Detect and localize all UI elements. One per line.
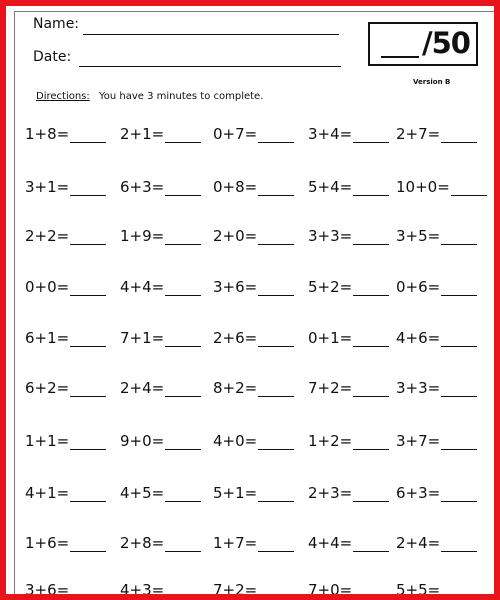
problem-expression: 0+0= (25, 278, 70, 296)
problem-expression: 1+1= (25, 432, 70, 450)
answer-blank[interactable] (70, 487, 106, 502)
math-problem (213, 581, 294, 599)
problem-expression: 5+1= (213, 484, 258, 502)
math-problem (25, 379, 106, 397)
answer-blank[interactable] (70, 537, 106, 552)
answer-blank[interactable] (70, 281, 106, 296)
problem-expression: 3+3= (308, 227, 353, 245)
math-problem (308, 379, 389, 397)
problem-expression: 1+9= (120, 227, 165, 245)
math-problem (213, 125, 294, 143)
answer-blank[interactable] (441, 487, 477, 502)
problem-expression: 4+4= (308, 534, 353, 552)
math-problem (25, 125, 106, 143)
math-problem (120, 581, 201, 599)
answer-blank[interactable] (258, 584, 294, 599)
answer-blank[interactable] (441, 382, 477, 397)
answer-blank[interactable] (353, 230, 389, 245)
problem-expression: 7+2= (213, 581, 258, 599)
answer-blank[interactable] (353, 382, 389, 397)
problem-expression: 2+4= (396, 534, 441, 552)
problem-expression: 2+8= (120, 534, 165, 552)
answer-blank[interactable] (353, 128, 389, 143)
answer-blank[interactable] (70, 382, 106, 397)
answer-blank[interactable] (258, 382, 294, 397)
math-problem (396, 534, 477, 552)
problem-expression: 1+7= (213, 534, 258, 552)
answer-blank[interactable] (258, 537, 294, 552)
answer-blank[interactable] (441, 537, 477, 552)
answer-blank[interactable] (258, 435, 294, 450)
score-field[interactable] (381, 56, 419, 58)
math-problem (25, 534, 106, 552)
math-problem (396, 484, 477, 502)
problem-expression: 6+2= (25, 379, 70, 397)
math-problem (396, 125, 477, 143)
math-problem (213, 534, 294, 552)
answer-blank[interactable] (353, 332, 389, 347)
math-problem (120, 178, 201, 196)
math-problem (308, 534, 389, 552)
score-box (368, 22, 478, 66)
problem-expression: 3+7= (396, 432, 441, 450)
problem-expression: 2+3= (308, 484, 353, 502)
problem-expression: 0+8= (213, 178, 258, 196)
math-problem (308, 484, 389, 502)
answer-blank[interactable] (258, 181, 294, 196)
answer-blank[interactable] (70, 584, 106, 599)
problem-expression: 6+1= (25, 329, 70, 347)
math-problem (213, 329, 294, 347)
math-problem (213, 432, 294, 450)
math-problem (308, 329, 389, 347)
math-problem (396, 581, 477, 599)
version-label: Version B (413, 78, 451, 86)
answer-blank[interactable] (165, 181, 201, 196)
date-label: Date: (33, 49, 72, 65)
answer-blank[interactable] (258, 487, 294, 502)
answer-blank[interactable] (165, 281, 201, 296)
math-problem (308, 178, 389, 196)
math-problem (120, 125, 201, 143)
problem-expression: 1+8= (25, 125, 70, 143)
math-problem (396, 329, 477, 347)
problem-expression: 7+0= (308, 581, 353, 599)
math-problem (396, 432, 477, 450)
math-problem (25, 432, 106, 450)
answer-blank[interactable] (441, 281, 477, 296)
math-problem (120, 534, 201, 552)
problem-expression: 0+7= (213, 125, 258, 143)
math-problem (120, 227, 201, 245)
answer-blank[interactable] (70, 230, 106, 245)
math-problem (396, 178, 487, 196)
problem-expression: 1+6= (25, 534, 70, 552)
math-problem (213, 379, 294, 397)
math-problem (120, 379, 201, 397)
answer-blank[interactable] (70, 128, 106, 143)
answer-blank[interactable] (70, 435, 106, 450)
math-problem (25, 227, 106, 245)
problem-expression: 5+5= (396, 581, 441, 599)
answer-blank[interactable] (165, 128, 201, 143)
math-problem (25, 581, 106, 599)
math-problem (25, 329, 106, 347)
answer-blank[interactable] (353, 487, 389, 502)
directions-label: Directions: (36, 91, 90, 102)
answer-blank[interactable] (441, 435, 477, 450)
problem-expression: 4+4= (120, 278, 165, 296)
answer-blank[interactable] (70, 332, 106, 347)
score-total: /50 (422, 26, 470, 60)
problem-expression: 2+7= (396, 125, 441, 143)
math-problem (308, 278, 389, 296)
answer-blank[interactable] (165, 332, 201, 347)
problem-expression: 2+1= (120, 125, 165, 143)
math-problem (120, 329, 201, 347)
math-problem (25, 178, 106, 196)
answer-blank[interactable] (353, 435, 389, 450)
answer-blank[interactable] (441, 128, 477, 143)
problem-expression: 4+6= (396, 329, 441, 347)
answer-blank[interactable] (353, 181, 389, 196)
problem-expression: 4+0= (213, 432, 258, 450)
answer-blank[interactable] (258, 281, 294, 296)
date-field[interactable] (79, 66, 341, 67)
problem-expression: 0+1= (308, 329, 353, 347)
problem-expression: 2+0= (213, 227, 258, 245)
problem-expression: 7+1= (120, 329, 165, 347)
math-problem (120, 278, 201, 296)
answer-blank[interactable] (353, 537, 389, 552)
name-label: Name: (33, 16, 80, 32)
problem-expression: 10+0= (396, 178, 450, 196)
problem-expression: 6+3= (396, 484, 441, 502)
problem-expression: 2+2= (25, 227, 70, 245)
problem-expression: 2+6= (213, 329, 258, 347)
math-problem (308, 581, 389, 599)
math-problem (213, 278, 294, 296)
math-problem (308, 227, 389, 245)
problem-expression: 7+2= (308, 379, 353, 397)
answer-blank[interactable] (165, 230, 201, 245)
problem-expression: 3+3= (396, 379, 441, 397)
math-problem (25, 278, 106, 296)
answer-blank[interactable] (441, 332, 477, 347)
math-problem (396, 227, 477, 245)
answer-blank[interactable] (451, 181, 487, 196)
problem-expression: 4+1= (25, 484, 70, 502)
problem-expression: 5+2= (308, 278, 353, 296)
math-problem (213, 227, 294, 245)
answer-blank[interactable] (165, 584, 201, 599)
directions (36, 91, 263, 102)
problem-expression: 4+5= (120, 484, 165, 502)
answer-blank[interactable] (353, 281, 389, 296)
answer-blank[interactable] (441, 584, 477, 599)
answer-blank[interactable] (258, 128, 294, 143)
problem-expression: 4+3= (120, 581, 165, 599)
problem-expression: 3+6= (25, 581, 70, 599)
name-field[interactable] (83, 34, 339, 35)
problem-expression: 3+4= (308, 125, 353, 143)
math-problem (213, 484, 294, 502)
math-problem (396, 278, 477, 296)
math-problem (25, 484, 106, 502)
answer-blank[interactable] (165, 487, 201, 502)
answer-blank[interactable] (70, 181, 106, 196)
problem-expression: 6+3= (120, 178, 165, 196)
math-problem (396, 379, 477, 397)
problem-expression: 1+2= (308, 432, 353, 450)
worksheet (14, 11, 498, 599)
problem-expression: 8+2= (213, 379, 258, 397)
problem-expression: 2+4= (120, 379, 165, 397)
math-problem (120, 484, 201, 502)
problem-expression: 3+5= (396, 227, 441, 245)
problem-expression: 0+6= (396, 278, 441, 296)
problem-expression: 9+0= (120, 432, 165, 450)
math-problem (120, 432, 201, 450)
problem-expression: 3+1= (25, 178, 70, 196)
answer-blank[interactable] (165, 382, 201, 397)
answer-blank[interactable] (165, 435, 201, 450)
math-problem (308, 432, 389, 450)
math-problem (308, 125, 389, 143)
math-problem (213, 178, 294, 196)
answer-blank[interactable] (258, 332, 294, 347)
answer-blank[interactable] (441, 230, 477, 245)
answer-blank[interactable] (353, 584, 389, 599)
problem-expression: 3+6= (213, 278, 258, 296)
directions-text: You have 3 minutes to complete. (98, 91, 264, 102)
problem-expression: 5+4= (308, 178, 353, 196)
answer-blank[interactable] (258, 230, 294, 245)
answer-blank[interactable] (165, 537, 201, 552)
